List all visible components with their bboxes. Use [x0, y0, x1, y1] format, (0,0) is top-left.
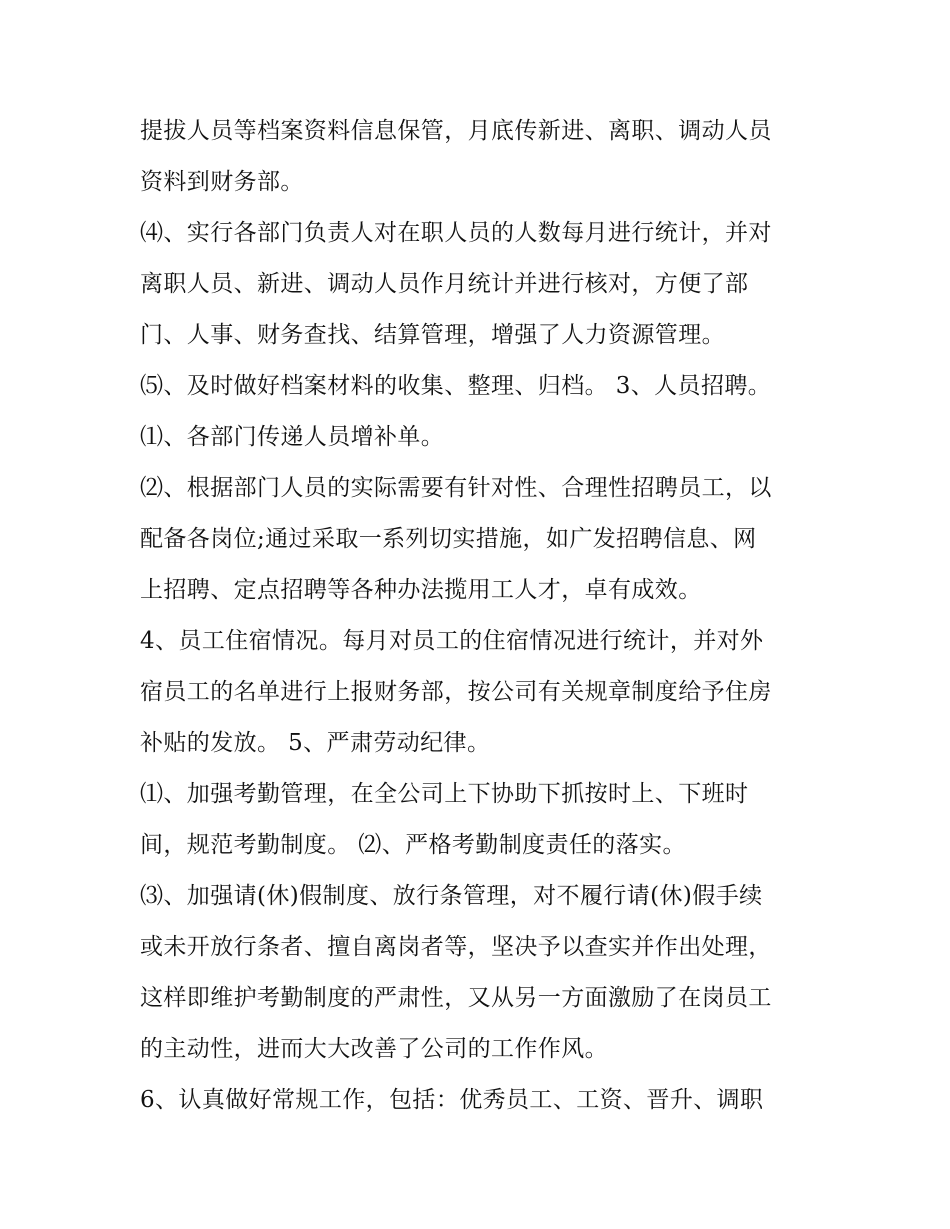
text-line: 这样即维护考勤制度的严肃性，又从另一方面激励了在岗员工	[140, 985, 772, 1011]
text-line: 资料到财务部。	[140, 169, 304, 195]
text-line: 间，规范考勤制度。 ⑵、严格考勤制度责任的落实。	[140, 832, 686, 858]
text-line: 提拔人员等档案资料信息保管，月底传新进、离职、调动人员	[140, 118, 772, 144]
text-line: 的主动性，进而大大改善了公司的工作作风。	[140, 1036, 608, 1062]
text-line: 补贴的发放。 5、严肃劳动纪律。	[140, 730, 491, 756]
text-line: 或未开放行条者、擅自离岗者等，坚决予以查实并作出处理，	[140, 934, 772, 960]
text-line: ⑵、根据部门人员的实际需要有针对性、合理性招聘员工，以	[140, 475, 772, 501]
text-line: ⑷、实行各部门负责人对在职人员的人数每月进行统计，并对	[140, 220, 772, 246]
text-line: 离职人员、新进、调动人员作月统计并进行核对，方便了部	[140, 271, 749, 297]
text-line: 门、人事、财务查找、结算管理，增强了人力资源管理。	[140, 322, 725, 348]
text-line: 4、员工住宿情况。每月对员工的住宿情况进行统计，并对外	[140, 628, 764, 654]
text-line: 上招聘、定点招聘等各种办法揽用工人才，卓有成效。	[140, 577, 702, 603]
text-line: ⑴、各部门传递人员增补单。	[140, 424, 445, 450]
text-line: 6、认真做好常规工作，包括：优秀员工、工资、晋升、调职	[140, 1087, 764, 1113]
text-line: ⑸、及时做好档案材料的收集、整理、归档。 3、人员招聘。	[140, 373, 772, 399]
text-line: ⑴、加强考勤管理，在全公司上下协助下抓按时上、下班时	[140, 781, 749, 807]
text-line: 配备各岗位;通过采取一系列切实措施，如广发招聘信息、网	[140, 526, 757, 552]
text-line: 宿员工的名单进行上报财务部，按公司有关规章制度给予住房	[140, 679, 772, 705]
document-body	[140, 106, 820, 1126]
text-line: ⑶、加强请(休)假制度、放行条管理，对不履行请(休)假手续	[140, 883, 763, 909]
